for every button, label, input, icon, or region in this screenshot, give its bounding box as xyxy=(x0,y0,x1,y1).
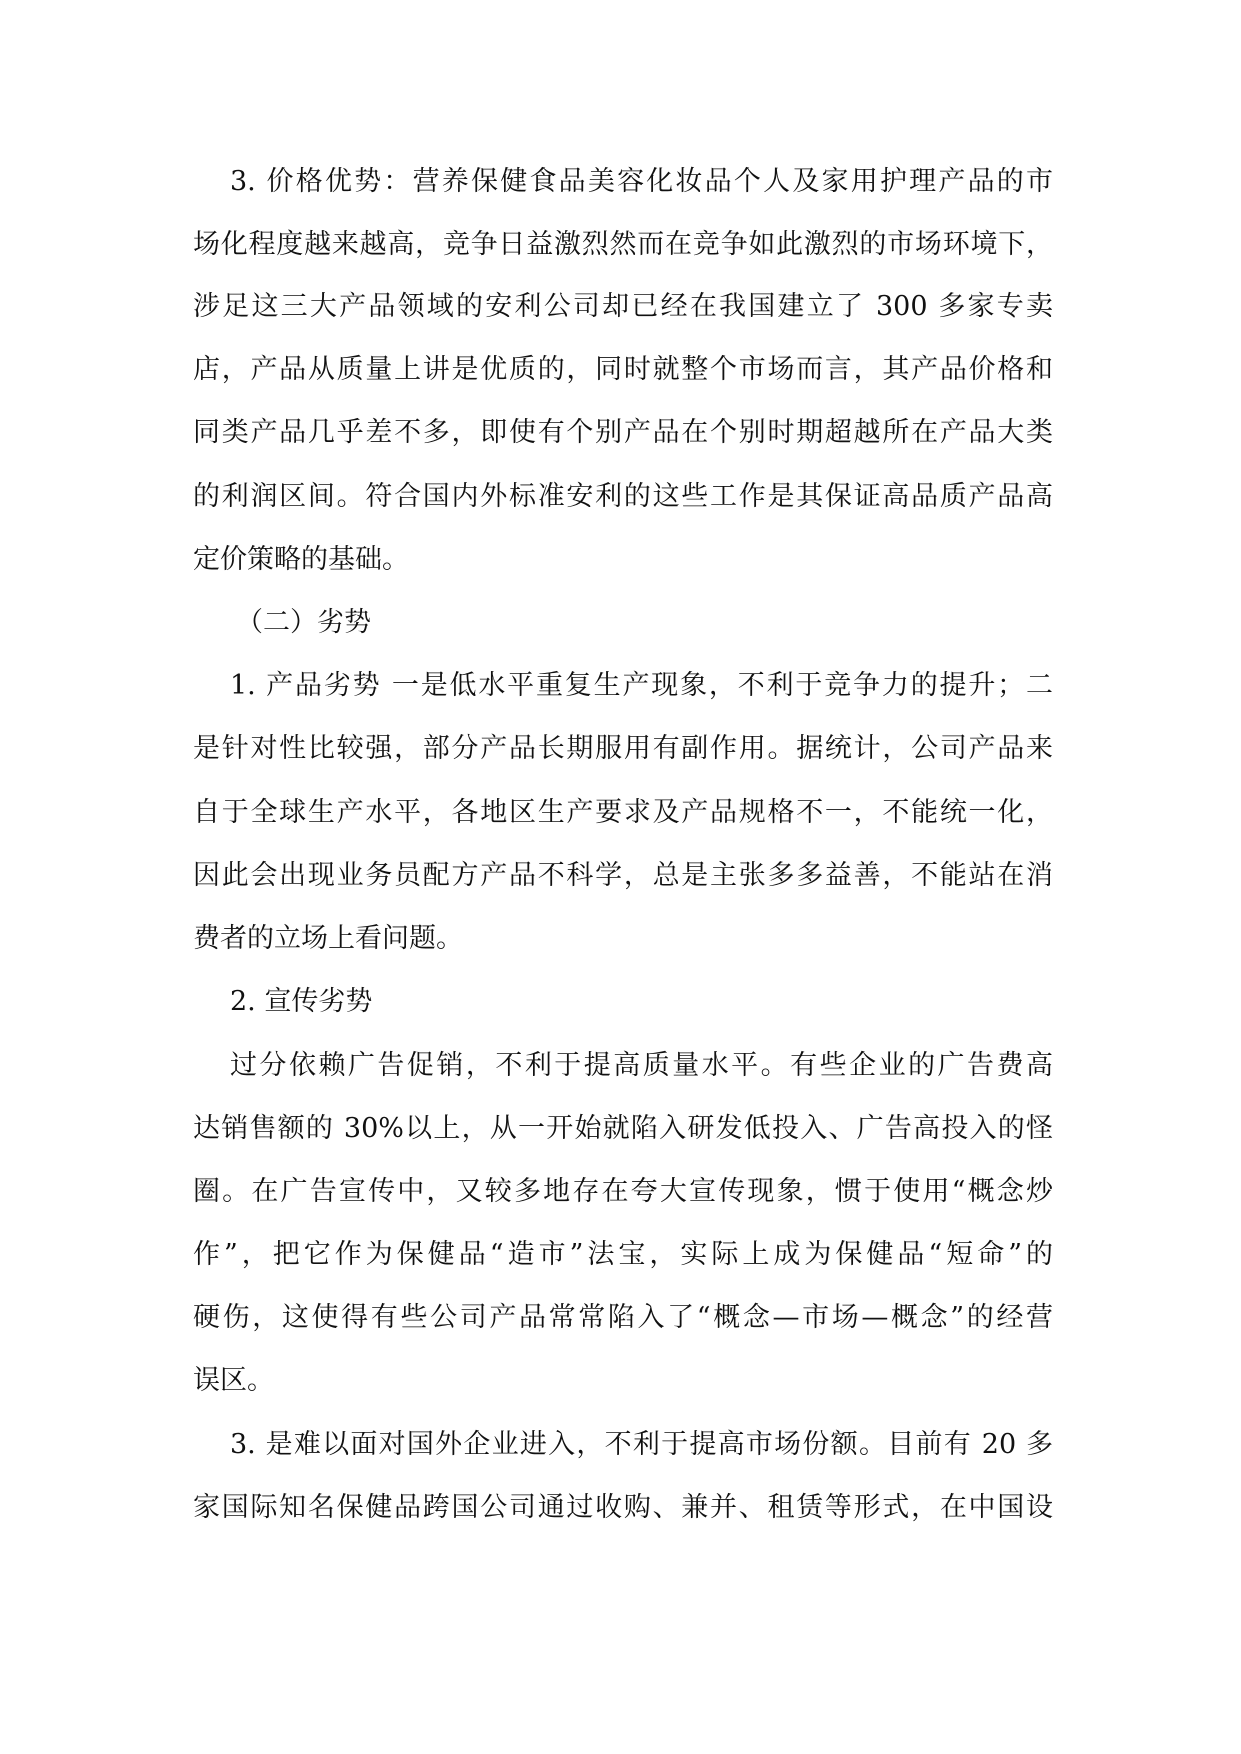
text-line: 自于全球生产水平，各地区生产要求及产品规格不一，不能统一化， xyxy=(193,797,1053,828)
text-line: 店，产品从质量上讲是优质的，同时就整个市场而言，其产品价格和 xyxy=(193,354,1053,385)
text-line: 因此会出现业务员配方产品不科学，总是主张多多益善，不能站在消 xyxy=(193,860,1053,891)
subsection-heading: 2. 宣传劣势 xyxy=(230,986,373,1017)
text-line: 定价策略的基础。 xyxy=(193,544,409,575)
text-line: 是针对性比较强，部分产品长期服用有副作用。据统计，公司产品来 xyxy=(193,733,1053,764)
text-line: 3. 价格优势：营养保健食品美容化妆品个人及家用护理产品的市 xyxy=(230,166,1053,197)
text-line: 1. 产品劣势 一是低水平重复生产现象，不利于竞争力的提升；二 xyxy=(230,670,1053,701)
text-line: 过分依赖广告促销，不利于提高质量水平。有些企业的广告费高 xyxy=(230,1050,1053,1081)
text-line: 同类产品几乎差不多，即使有个别产品在个别时期超越所在产品大类 xyxy=(193,417,1053,448)
text-line: 的利润区间。符合国内外标准安利的这些工作是其保证高品质产品高 xyxy=(193,481,1053,512)
text-line: 硬伤，这使得有些公司产品常常陷入了“概念—市场—概念”的经营 xyxy=(193,1302,1053,1333)
text-line: 涉足这三大产品领域的安利公司却已经在我国建立了 300 多家专卖 xyxy=(193,291,1053,322)
text-line: 误区。 xyxy=(193,1365,274,1396)
text-line: 费者的立场上看问题。 xyxy=(193,923,463,954)
text-line: 达销售额的 30%以上，从一开始就陷入研发低投入、广告高投入的怪 xyxy=(193,1113,1053,1144)
text-line: 圈。在广告宣传中，又较多地存在夸大宣传现象，惯于使用“概念炒 xyxy=(193,1176,1053,1207)
text-line: 作”，把它作为保健品“造市”法宝，实际上成为保健品“短命”的 xyxy=(193,1239,1053,1270)
section-heading: （二）劣势 xyxy=(236,607,371,638)
text-line: 场化程度越来越高，竞争日益激烈然而在竞争如此激烈的市场环境下， xyxy=(193,229,1053,260)
text-line: 家国际知名保健品跨国公司通过收购、兼并、租赁等形式，在中国设 xyxy=(193,1492,1053,1523)
text-line: 3. 是难以面对国外企业进入，不利于提高市场份额。目前有 20 多 xyxy=(230,1429,1053,1460)
